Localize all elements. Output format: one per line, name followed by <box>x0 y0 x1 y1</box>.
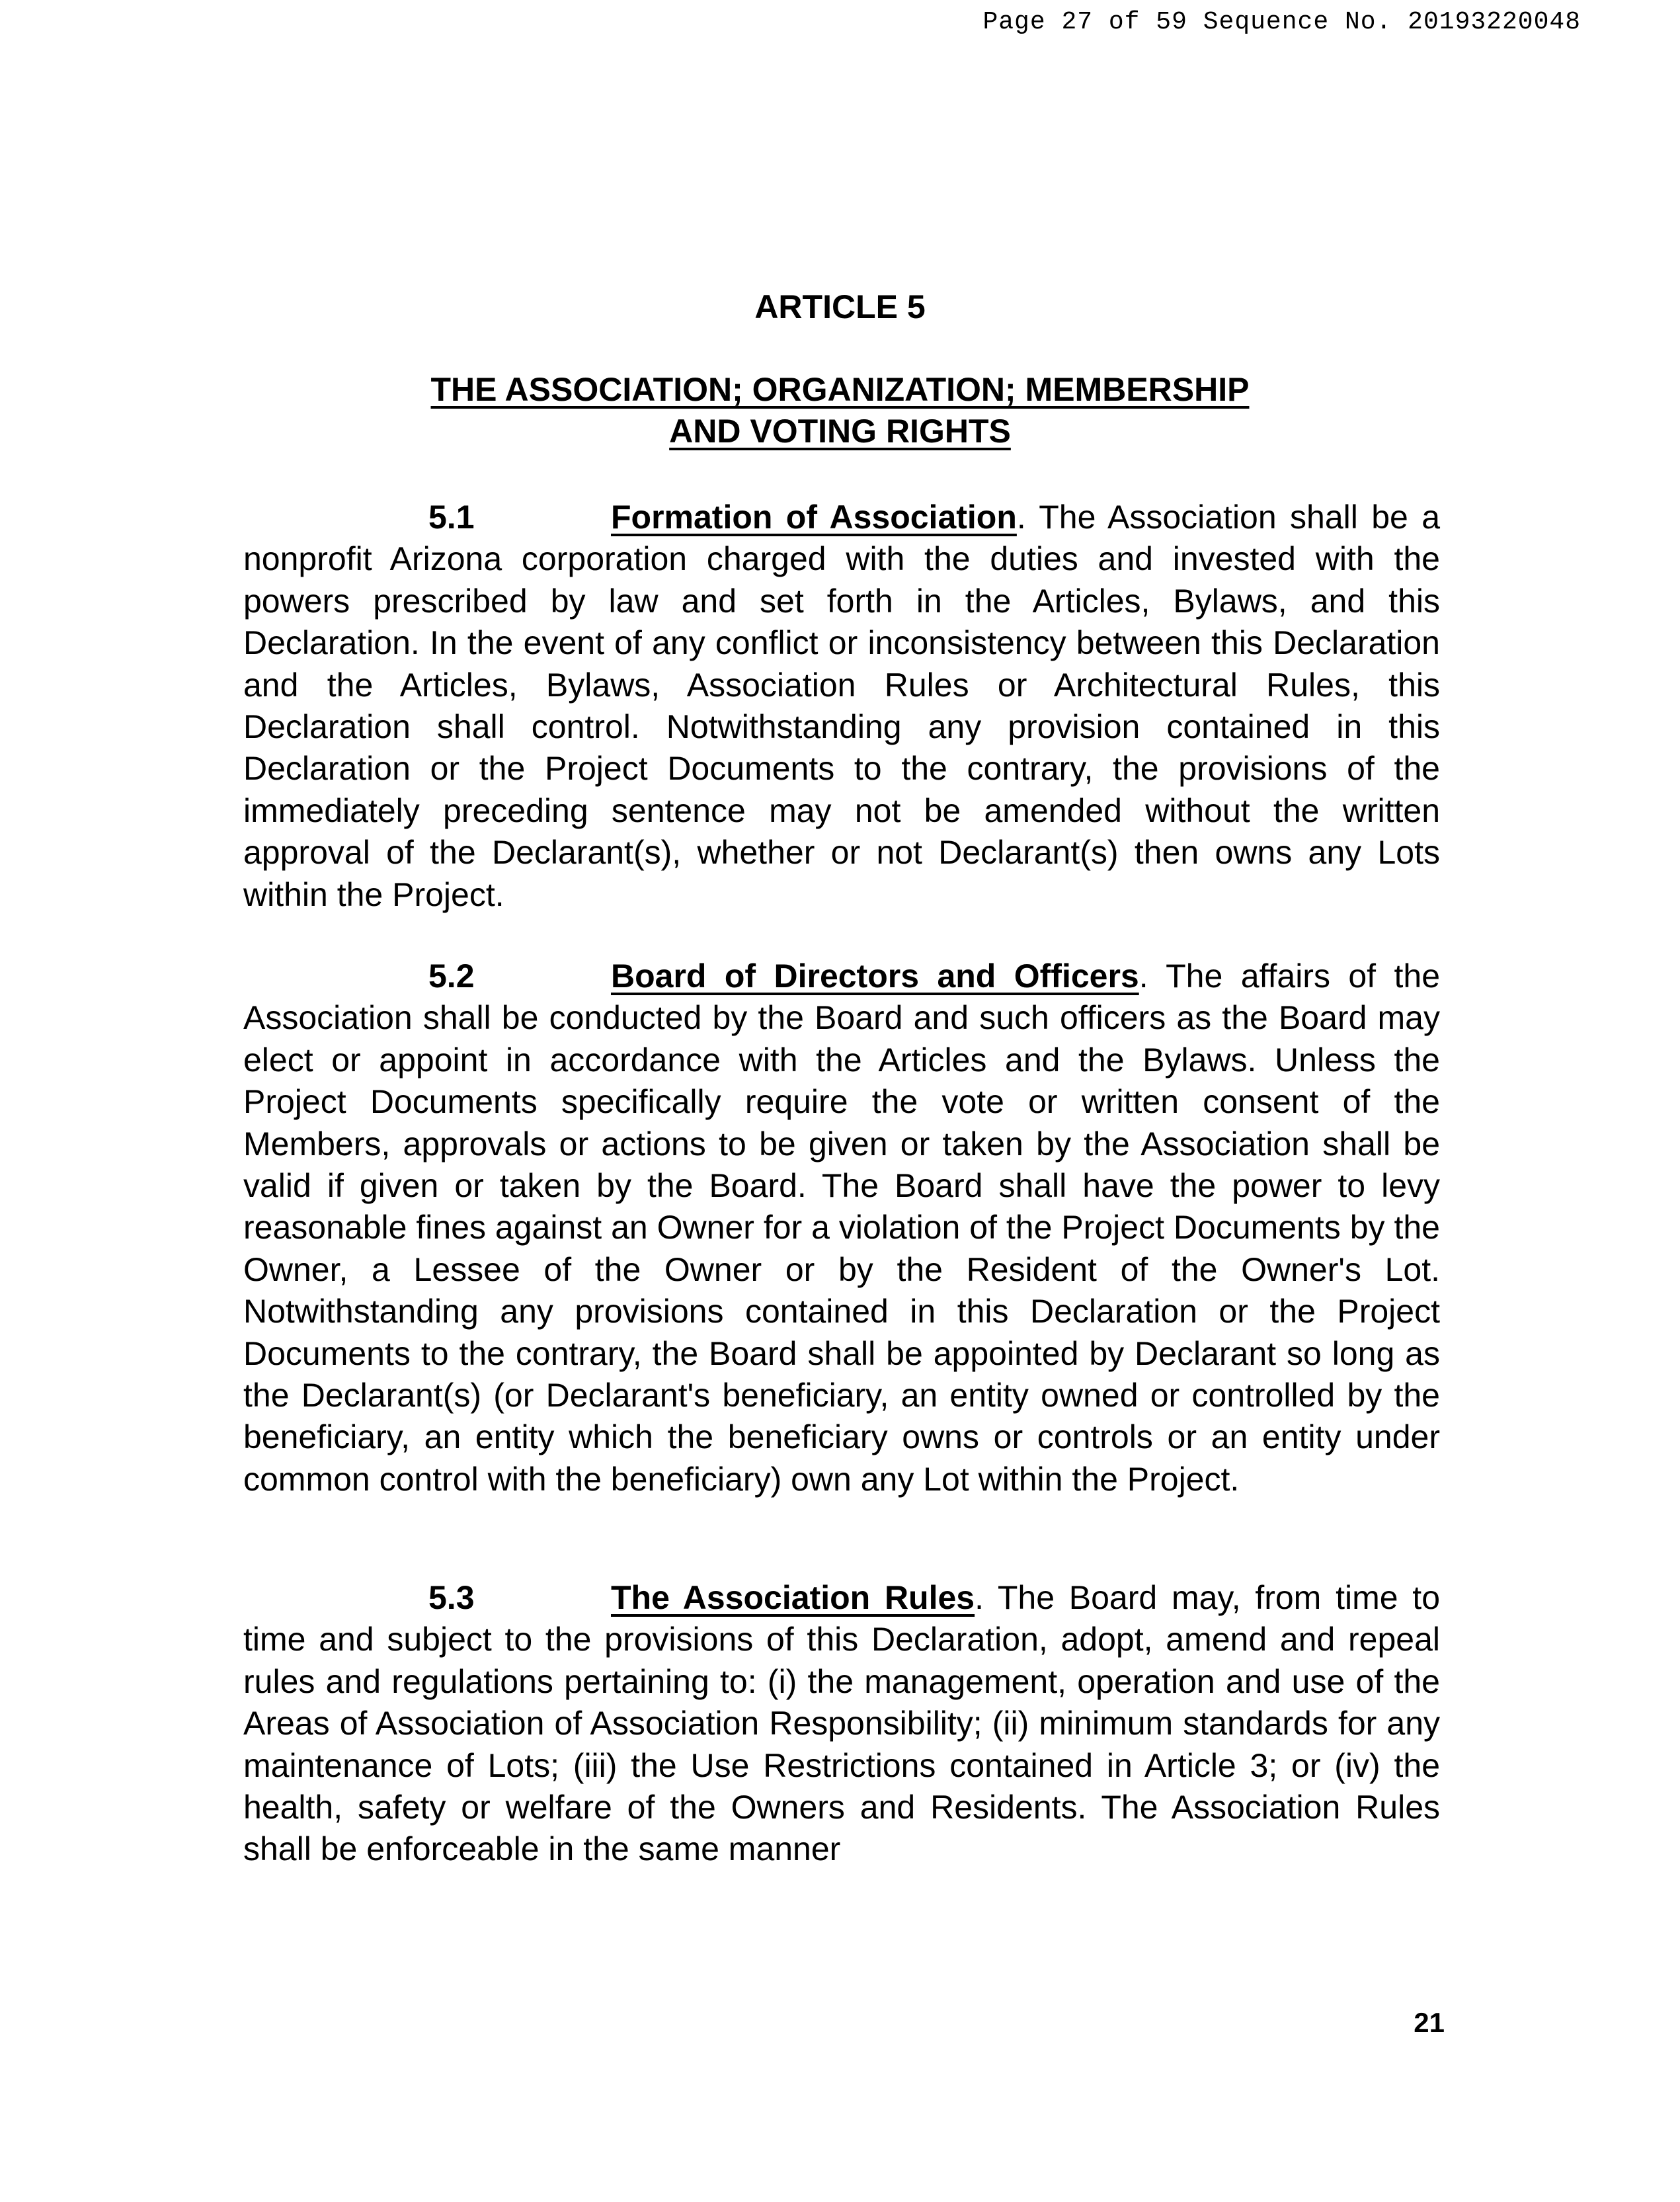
section-number: 5.3 <box>428 1579 475 1616</box>
section-body: . The Association shall be a nonprofit Arizona corporation charged with the duties and invested with the powers prescribed by law and set forth in the Articles, Bylaws, and this Declaration. In the event of any conflict or inconsistency between this Declaration and the Articles, Bylaws, Association Rules or Architectural Rules, this Declaration shall control. Notwithstanding any provision contained in this Declaration or the Project Documents to the contrary, the provisions of the immediately preceding sentence may not be amended without the written approval of the Declarant(s), whether or not Declarant(s) then owns any Lots within the Project. <box>243 499 1441 913</box>
section-5-1 <box>243 497 1440 916</box>
section-number: 5.2 <box>428 958 475 995</box>
article-heading-line-2: AND VOTING RIGHTS <box>669 413 1011 450</box>
section-title: Formation of Association <box>611 499 1017 536</box>
section-5-3 <box>243 1577 1440 1871</box>
section-5-2 <box>243 956 1440 1500</box>
page-number: 21 <box>1414 2007 1445 2038</box>
section-body: . The affairs of the Association shall be conducted by the Board and such officers as the Board may elect or appoint in accordance with the Articles and the Bylaws. Unless the Project Documents specifically require the vote or written consent of the Members, approvals or actions to be given or taken by the Association shall be valid if given or taken by the Board. The Board shall have the power to levy reasonable fines against an Owner for a violation of the Project Documents by the Owner, a Lessee of the Owner or by the Resident of the Owner's Lot. Notwithstanding any provisions contained in this Declaration or the Project Documents to the contrary, the Board shall be appointed by Declarant so long as the Declarant(s) (or Declarant's beneficiary, an entity owned or controlled by the beneficiary, an entity which the beneficiary owns or controls or an entity under common control with the beneficiary) own any Lot within the Project. <box>243 958 1440 1498</box>
article-heading-line-1: THE ASSOCIATION; ORGANIZATION; MEMBERSHIP <box>430 371 1250 408</box>
section-title: The Association Rules <box>611 1579 975 1616</box>
article-title: ARTICLE 5 <box>754 288 926 325</box>
section-body: . The Board may, from time to time and subject to the provisions of this Declaration, adopt, amend and repeal rules and regulations pertaining to: (i) the management, operation and use of the Areas of Association of Association Responsibility; (ii) minimum standards for any maintenance of Lots; (iii) the Use Restrictions contained in Article 3; or (iv) the health, safety or welfare of the Owners and Residents. The Association Rules shall be enforceable in the same manner <box>243 1579 1441 1868</box>
page-sequence-header: Page 27 of 59 Sequence No. 20193220048 <box>982 8 1581 36</box>
section-number: 5.1 <box>428 499 475 536</box>
section-title: Board of Directors and Officers <box>611 958 1139 995</box>
